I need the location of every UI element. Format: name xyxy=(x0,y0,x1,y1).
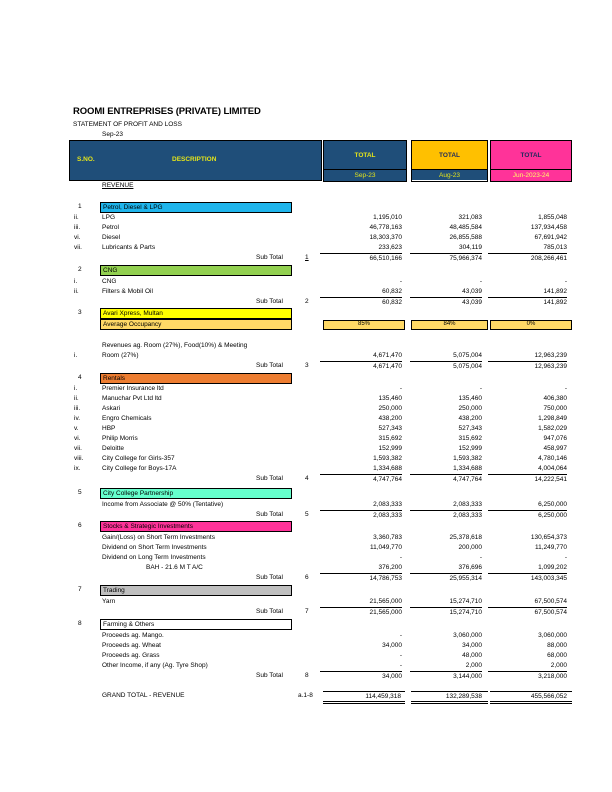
value-sep23: 438,200 xyxy=(378,415,402,422)
column-header-label: TOTAL xyxy=(520,151,542,159)
row-description: Yarn xyxy=(102,598,116,605)
value-ytd: 11,249,770 xyxy=(534,544,567,551)
value-aug23: 250,000 xyxy=(458,405,482,412)
grand-total-row xyxy=(0,691,612,705)
row-index: ii. xyxy=(74,395,79,402)
value-aug23: 5,075,004 xyxy=(453,352,482,359)
subtotal-ref: 1 xyxy=(305,254,309,261)
value-aug23: 315,692 xyxy=(458,435,482,442)
row-description: Diesel xyxy=(102,234,121,241)
value-aug23: 43,039 xyxy=(410,297,482,307)
subtotal-label: Sub Total xyxy=(256,608,283,615)
value-sep23: 2,083,333 xyxy=(373,501,402,508)
column-header-period: Jun-2023-24 xyxy=(491,169,571,180)
table-row xyxy=(0,597,612,607)
subtotal-label: Sub Total xyxy=(256,574,283,581)
value-sep23: 21,565,000 xyxy=(369,598,402,605)
subtotal-row xyxy=(0,510,612,520)
value-sep23: - xyxy=(399,632,402,639)
value-ytd: 88,000 xyxy=(547,642,567,649)
row-description: Manuchar Pvt Ltd ltd xyxy=(102,395,162,402)
value-aug23: 1,593,382 xyxy=(453,455,482,462)
value-sep23: - xyxy=(399,278,402,285)
value-sep23: 250,000 xyxy=(378,405,402,412)
value-sep23: 135,460 xyxy=(378,395,402,402)
subtotal-row xyxy=(0,361,612,371)
occupancy-ytd: 0% xyxy=(490,320,572,330)
row-description: City College for Girls-357 xyxy=(102,455,175,462)
row-description: BAH - 21.6 M T A/C xyxy=(146,564,203,571)
table-row xyxy=(0,243,612,253)
value-aug23: 15,274,710 xyxy=(410,607,482,617)
value-ytd: 14,222,541 xyxy=(488,474,567,484)
value-sep23: 4,671,470 xyxy=(373,352,402,359)
subtotal-ref: 4 xyxy=(305,475,309,482)
row-index: i. xyxy=(74,278,78,285)
subtotal-ref: 3 xyxy=(305,362,309,369)
value-aug23: 1,334,688 xyxy=(453,465,482,472)
value-aug23: 321,083 xyxy=(458,214,482,221)
value-sep23: 21,565,000 xyxy=(320,607,402,617)
grand-total-ref: a.1-8 xyxy=(298,692,313,699)
table-row xyxy=(0,404,612,414)
value-aug23: 15,274,710 xyxy=(449,598,482,605)
value-ytd: 6,250,000 xyxy=(538,501,567,508)
value-ytd: 2,000 xyxy=(550,662,567,669)
grand-total-aug23: 132,289,538 xyxy=(411,691,488,704)
row-description: Proceeds ag. Grass xyxy=(102,652,160,659)
value-aug23: - xyxy=(479,385,482,392)
value-aug23: 376,696 xyxy=(458,564,482,571)
value-aug23: 75,966,374 xyxy=(410,253,482,263)
category-row xyxy=(0,585,612,595)
value-ytd: 67,691,942 xyxy=(534,234,567,241)
category-petrol-diesel-lpg: Petrol, Diesel & LPG xyxy=(100,202,292,213)
row-description: Income from Associate @ 50% (Tentative) xyxy=(102,501,224,508)
category-number: 6 xyxy=(78,522,82,529)
column-header-label: TOTAL xyxy=(354,151,376,159)
row-description: Philip Morris xyxy=(102,435,138,442)
value-ytd: 458,997 xyxy=(543,445,567,452)
table-row xyxy=(0,651,612,661)
value-aug23: - xyxy=(479,278,482,285)
subtotal-label: Sub Total xyxy=(256,511,283,518)
value-sep23: 14,786,753 xyxy=(320,573,402,583)
row-description: CNG xyxy=(102,278,117,285)
subtotal-row xyxy=(0,253,612,263)
value-ytd: - xyxy=(564,385,567,392)
row-description: Proceeds ag. Wheat xyxy=(102,642,161,649)
category-row xyxy=(0,521,612,531)
value-aug23: - xyxy=(479,554,482,561)
column-header-period: Sep-23 xyxy=(324,169,406,180)
value-sep23: 1,593,382 xyxy=(373,455,402,462)
row-index: ix. xyxy=(74,465,81,472)
table-row xyxy=(0,287,612,297)
value-ytd: 4,004,064 xyxy=(538,465,567,472)
value-ytd: 68,000 xyxy=(547,652,567,659)
value-sep23: 18,303,370 xyxy=(369,234,402,241)
subtotal-label: Sub Total xyxy=(256,475,283,482)
category-row xyxy=(0,265,612,275)
note-row xyxy=(0,341,612,351)
category-stocks-investments: Stocks & Strategic Investments xyxy=(100,521,292,532)
row-index: ii. xyxy=(74,288,79,295)
value-ytd: 1,582,029 xyxy=(538,425,567,432)
value-aug23: 5,075,004 xyxy=(410,361,482,371)
value-sep23: 3,360,783 xyxy=(373,534,402,541)
row-index: vii. xyxy=(74,445,82,452)
value-aug23: 25,378,618 xyxy=(449,534,482,541)
subtotal-row xyxy=(0,297,612,307)
table-row xyxy=(0,213,612,223)
value-aug23: 3,060,000 xyxy=(453,632,482,639)
value-sep23: 66,510,166 xyxy=(320,253,402,263)
value-sep23: 2,083,333 xyxy=(320,510,402,520)
value-ytd: 12,963,239 xyxy=(534,352,567,359)
value-ytd: 3,060,000 xyxy=(538,632,567,639)
category-row xyxy=(0,488,612,498)
value-sep23: 34,000 xyxy=(320,671,402,681)
subtotal-row xyxy=(0,573,612,583)
value-aug23: 34,000 xyxy=(462,642,482,649)
table-row xyxy=(0,351,612,361)
table-row xyxy=(0,414,612,424)
table-row xyxy=(0,394,612,404)
value-sep23: 233,623 xyxy=(378,244,402,251)
value-aug23: 2,000 xyxy=(465,662,482,669)
subtotal-label: Sub Total xyxy=(256,254,283,261)
subtotal-row xyxy=(0,474,612,484)
header-sno: S.NO. xyxy=(77,156,95,163)
subtotal-row xyxy=(0,671,612,681)
category-average-occupancy: Average Occupancy xyxy=(100,319,292,330)
value-ytd: 141,892 xyxy=(543,288,567,295)
value-sep23: 315,692 xyxy=(378,435,402,442)
category-number: 8 xyxy=(78,620,82,627)
value-sep23: 527,343 xyxy=(378,425,402,432)
value-sep23: 34,000 xyxy=(382,642,402,649)
value-ytd: 137,934,458 xyxy=(530,224,567,231)
table-row xyxy=(0,631,612,641)
row-description: LPG xyxy=(102,214,116,221)
occupancy-aug23: 84% xyxy=(411,320,488,330)
category-number: 2 xyxy=(78,266,82,273)
value-aug23: 3,144,000 xyxy=(410,671,482,681)
value-aug23: 135,460 xyxy=(458,395,482,402)
row-description: Premier Insurance ltd xyxy=(102,385,164,392)
table-row xyxy=(0,661,612,671)
value-sep23: 1,195,010 xyxy=(373,214,402,221)
category-cng: CNG xyxy=(100,265,292,276)
value-aug23: 48,485,584 xyxy=(449,224,482,231)
value-sep23: - xyxy=(399,554,402,561)
table-row xyxy=(0,500,612,510)
subtotal-row xyxy=(0,607,612,617)
value-aug23: 2,083,333 xyxy=(453,501,482,508)
row-description: Room (27%) xyxy=(102,352,139,359)
table-row xyxy=(0,384,612,394)
subtotal-ref: 7 xyxy=(305,608,309,615)
value-ytd: 947,076 xyxy=(543,435,567,442)
occupancy-sep23: 85% xyxy=(323,320,405,330)
row-description: Revenues ag. Room (27%), Food(10%) & Meeting xyxy=(102,342,248,349)
value-ytd: 1,855,048 xyxy=(538,214,567,221)
category-row xyxy=(0,308,612,318)
value-aug23: 25,955,314 xyxy=(410,573,482,583)
category-number: 7 xyxy=(78,586,82,593)
value-aug23: 26,855,588 xyxy=(449,234,482,241)
value-aug23: 200,000 xyxy=(458,544,482,551)
category-row xyxy=(0,619,612,629)
value-aug23: 152,999 xyxy=(458,445,482,452)
category-trading: Trading xyxy=(100,585,292,596)
value-ytd: - xyxy=(564,554,567,561)
value-sep23: 152,999 xyxy=(378,445,402,452)
value-sep23: 60,832 xyxy=(320,297,402,307)
header-description: DESCRIPTION xyxy=(172,156,217,163)
value-sep23: - xyxy=(399,385,402,392)
category-farming-others: Farming & Others xyxy=(100,619,292,630)
value-aug23: 43,039 xyxy=(462,288,482,295)
row-description: Filters & Mobil Oil xyxy=(102,288,153,295)
category-row xyxy=(0,202,612,212)
column-header-ytd xyxy=(490,140,572,182)
column-header-period: Aug-23 xyxy=(412,169,487,180)
value-ytd: 141,892 xyxy=(488,297,567,307)
value-sep23: 46,778,163 xyxy=(369,224,402,231)
category-number: 5 xyxy=(78,489,82,496)
column-header-sep23 xyxy=(323,140,407,182)
row-index: iii. xyxy=(74,224,81,231)
row-index: vi. xyxy=(74,435,81,442)
row-index: iii. xyxy=(74,405,81,412)
value-sep23: - xyxy=(399,652,402,659)
table-row xyxy=(0,641,612,651)
value-ytd: 4,780,146 xyxy=(538,455,567,462)
column-header-label: TOTAL xyxy=(412,141,487,169)
row-index: viii. xyxy=(74,455,84,462)
row-description: HBP xyxy=(102,425,116,432)
value-aug23: 48,000 xyxy=(462,652,482,659)
table-row xyxy=(0,277,612,287)
value-aug23: 438,200 xyxy=(458,415,482,422)
table-row xyxy=(0,434,612,444)
value-ytd: 750,000 xyxy=(543,405,567,412)
table-row xyxy=(0,464,612,474)
value-ytd: 67,500,574 xyxy=(534,598,567,605)
row-description: Other Income, if any (Ag. Tyre Shop) xyxy=(102,662,208,669)
value-ytd: 130,654,373 xyxy=(530,534,567,541)
subtotal-label: Sub Total xyxy=(256,298,283,305)
subtotal-label: Sub Total xyxy=(256,362,283,369)
value-aug23: 4,747,764 xyxy=(410,474,482,484)
table-row xyxy=(0,533,612,543)
value-sep23: 376,200 xyxy=(378,564,402,571)
section-title-revenue: REVENUE xyxy=(102,182,134,189)
value-ytd: 143,003,345 xyxy=(488,573,567,583)
company-name: ROOMI ENTREPRISES (PRIVATE) LIMITED xyxy=(73,106,261,117)
grand-total-sep23: 114,459,318 xyxy=(323,691,405,704)
row-index: ii. xyxy=(74,214,79,221)
value-ytd: 208,266,461 xyxy=(488,253,567,263)
table-row xyxy=(0,543,612,553)
value-ytd: 6,250,000 xyxy=(488,510,567,520)
category-city-college-partnership: City College Partnership xyxy=(100,488,292,499)
value-sep23: 11,049,770 xyxy=(369,544,402,551)
grand-total-label: GRAND TOTAL - REVENUE xyxy=(102,692,185,699)
row-index: vii. xyxy=(74,244,82,251)
table-row xyxy=(0,454,612,464)
row-index: iv. xyxy=(74,415,81,422)
value-aug23: 304,119 xyxy=(458,244,482,251)
grand-total-ytd: 455,566,052 xyxy=(490,691,572,704)
column-header-aug23 xyxy=(411,140,488,182)
value-ytd: 785,013 xyxy=(543,244,567,251)
row-description: Deloitte xyxy=(102,445,125,452)
statement-period: Sep-23 xyxy=(102,131,123,138)
category-number: 4 xyxy=(78,374,82,381)
subtotal-ref: 8 xyxy=(305,672,309,679)
value-aug23: 527,343 xyxy=(458,425,482,432)
value-ytd: 12,963,239 xyxy=(488,361,567,371)
value-ytd: 406,380 xyxy=(543,395,567,402)
value-sep23: 4,671,470 xyxy=(320,361,402,371)
row-description: City College for Boys-17A xyxy=(102,465,177,472)
row-description: Engro Chemicals xyxy=(102,415,152,422)
row-index: v. xyxy=(74,425,79,432)
category-number: 1 xyxy=(78,203,82,210)
subtotal-ref: 2 xyxy=(305,298,309,305)
row-index: i. xyxy=(74,385,78,392)
value-sep23: 1,334,688 xyxy=(373,465,402,472)
table-row xyxy=(0,233,612,243)
value-ytd: 1,099,202 xyxy=(538,564,567,571)
table-row xyxy=(0,223,612,233)
value-sep23: - xyxy=(399,662,402,669)
subtotal-ref: 5 xyxy=(305,511,309,518)
value-sep23: 60,832 xyxy=(382,288,402,295)
table-row xyxy=(0,444,612,454)
value-ytd: 67,500,574 xyxy=(488,607,567,617)
row-description: Proceeds ag. Mango. xyxy=(102,632,164,639)
category-rentals: Rentals xyxy=(100,373,292,384)
table-row xyxy=(0,553,612,563)
value-sep23: 4,747,764 xyxy=(320,474,402,484)
row-description: Askari xyxy=(102,405,121,412)
value-ytd: - xyxy=(564,278,567,285)
row-description: Gain/(Loss) on Short Term Investments xyxy=(102,534,215,541)
row-description: Dividend on Short Term Investments xyxy=(102,544,207,551)
row-description: Dividend on Long Term Investments xyxy=(102,554,206,561)
category-avari-xpress: Avari Xpress, Multan xyxy=(100,308,292,319)
table-row xyxy=(0,424,612,434)
row-index: vi. xyxy=(74,234,81,241)
row-description: Lubricants & Parts xyxy=(102,244,156,251)
table-row xyxy=(0,563,612,573)
subtotal-ref: 6 xyxy=(305,574,309,581)
category-row xyxy=(0,373,612,383)
category-number: 3 xyxy=(78,309,82,316)
value-ytd: 3,218,000 xyxy=(488,671,567,681)
value-aug23: 2,083,333 xyxy=(410,510,482,520)
row-description: Petrol xyxy=(102,224,119,231)
value-ytd: 1,298,849 xyxy=(538,415,567,422)
statement-title: STATEMENT OF PROFIT AND LOSS xyxy=(73,121,182,128)
row-index: i. xyxy=(74,352,78,359)
subtotal-label: Sub Total xyxy=(256,672,283,679)
